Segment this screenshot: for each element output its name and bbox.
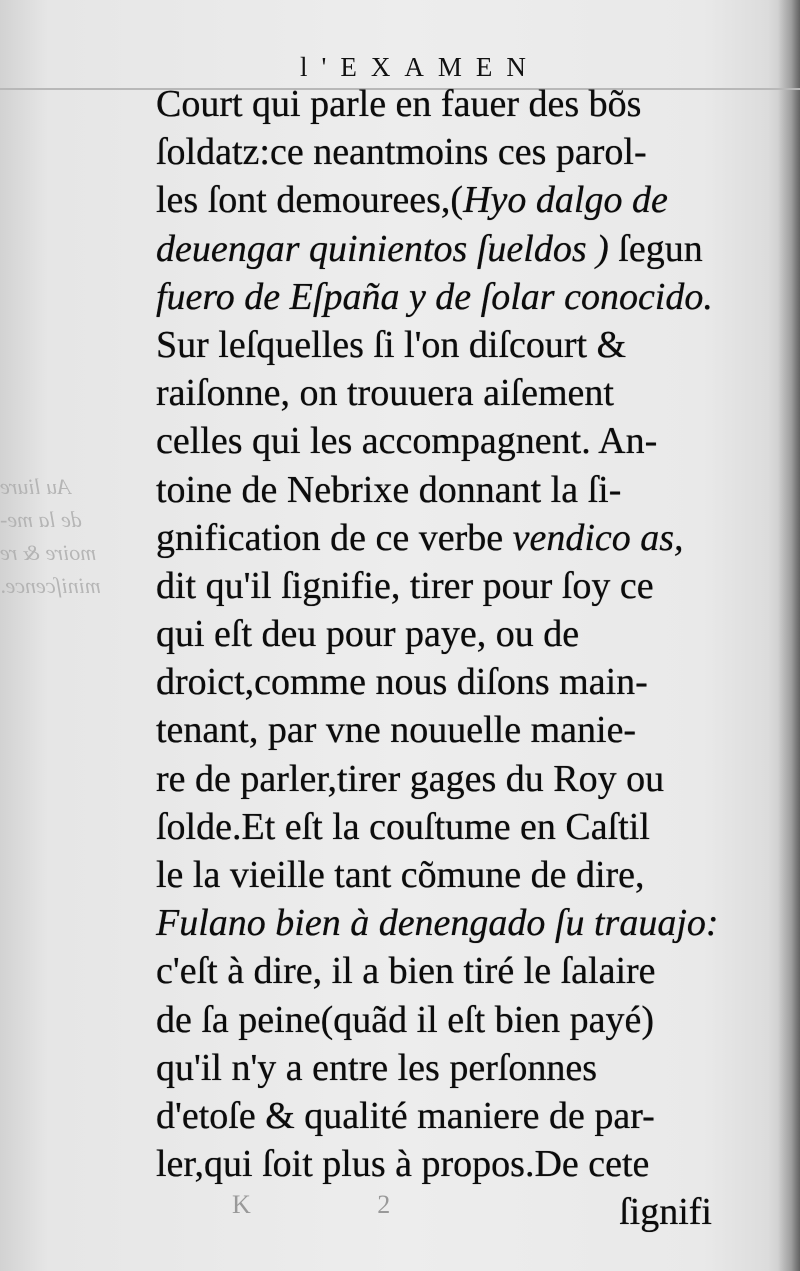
side-note-line: Au liure: [0, 474, 71, 499]
text-line: re de parler,tirer gages du Roy ou: [156, 757, 665, 800]
text-line: dit qu'il ſignifie, tirer pour ſoy ce: [156, 564, 654, 607]
text-line: le la vieille tant cõmune de dire,: [156, 854, 645, 896]
text-line: c'eſt à dire, il a bien tiré le ſalaire: [156, 950, 656, 993]
text-fragment: gnification de ce verbe: [156, 516, 504, 559]
running-head: l'EXAMEN: [300, 52, 540, 82]
text-fragment: ſegun: [618, 227, 703, 270]
text-line: ſoldatz:ce neantmoins ces parol-: [156, 131, 647, 174]
show-through-marginal-note: [0, 470, 140, 602]
text-line: [156, 225, 716, 273]
text-line: fuero de Eſpaña y de ſolar conocido.: [156, 275, 713, 318]
side-note-line: de la me-: [0, 507, 82, 532]
text-line: [156, 176, 716, 224]
text-line: qu'il n'y a entre les perſonnes: [156, 1046, 598, 1089]
page-edge-shadow: [778, 0, 800, 1271]
spanish-quote: Hyo dalgo de: [463, 179, 668, 222]
text-line: qui eſt deu pour paye, ou de: [156, 613, 580, 656]
spanish-quote: deuengar quinientos ſueldos ): [156, 227, 609, 270]
text-line: ſolde.Et eſt la couſtume en Caſtil: [156, 805, 650, 848]
text-line: Fulano bien à denengado ſu trauajo:: [156, 902, 719, 945]
text-line: ler,qui ſoit plus à propos.De cete: [156, 1143, 650, 1186]
text-fragment: les ſont demourees,(: [156, 179, 464, 222]
latin-word: vendico as,: [512, 516, 684, 559]
text-line: d'etoſe & qualité maniere de par-: [156, 1094, 655, 1137]
side-note-line: miniſcence.: [0, 573, 101, 598]
text-line: toine de Nebrixe donnant la ſi-: [156, 468, 622, 511]
side-note-line: moire & re: [0, 540, 97, 565]
catchword: ſignifi: [619, 1191, 712, 1234]
text-line: [156, 514, 716, 562]
text-line: droict,comme nous diſons main-: [156, 661, 648, 704]
text-line: Sur leſquelles ſi l'on diſcourt &: [156, 323, 627, 366]
text-line: raiſonne, on trouuera aiſement: [156, 372, 614, 415]
text-line: tenant, par vne nouuelle manie-: [156, 709, 637, 752]
text-line: de ſa peine(quãd il eſt bien payé): [156, 998, 655, 1041]
text-line: celles qui les accompagnent. An-: [156, 420, 658, 463]
text-line: Court qui parle en fauer des bõs: [156, 83, 642, 125]
signature-mark: K 2: [232, 1190, 451, 1219]
body-text: [156, 80, 719, 1237]
